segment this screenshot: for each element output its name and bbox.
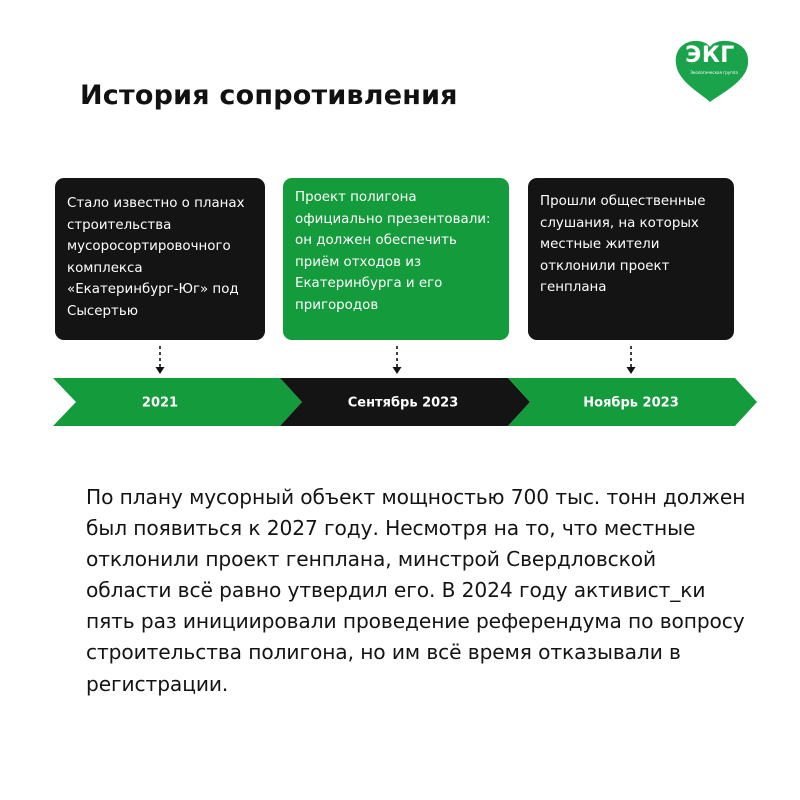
- timeline-card-text: Прошли общественные слушания, на которых местные жители отклонили проект генплана: [540, 194, 706, 295]
- timeline-card-text: Стало известно о планах строительства мусоросортировочного комплекса «Екатеринбург-Юг» под Сысертью: [67, 196, 245, 319]
- timeline-connectors: [0, 340, 800, 380]
- logo: [672, 38, 762, 104]
- timeline-card-september-2023: [283, 178, 509, 340]
- timeline-bar: [0, 378, 800, 426]
- timeline-date-november-2023: Ноябрь 2023: [583, 395, 679, 411]
- logo-text: ЭКГ: [685, 43, 735, 68]
- timeline-date-september-2023: Сентябрь 2023: [347, 395, 459, 411]
- connector-november-2023: [627, 346, 636, 374]
- connector-september-2023: [393, 346, 402, 374]
- timeline-card-november-2023: [528, 178, 734, 340]
- timeline-card-text: Проект полигона официально презентовали: он должен обеспечить приём отходов из Екатеринбурга и его пригородов: [295, 190, 491, 313]
- timeline-date-2021: 2021: [141, 395, 179, 411]
- timeline-card-2021: [55, 178, 265, 340]
- page-title: История сопротивления: [80, 80, 458, 111]
- body-paragraph: По плану мусорный объект мощностью 700 тыс. тонн должен был появиться к 2027 году. Несмотря на то, что местные отклонили проект генплана, минстрой Свердловской области всё равно утвердил его. В 2024 году активист_ки пять раз инициировали проведение референдума по вопросу строительства полигона, но им всё время отказывали в регистрации.: [86, 485, 746, 696]
- connector-2021: [156, 346, 165, 374]
- logo-subtitle: Экологическая группа: [690, 70, 738, 75]
